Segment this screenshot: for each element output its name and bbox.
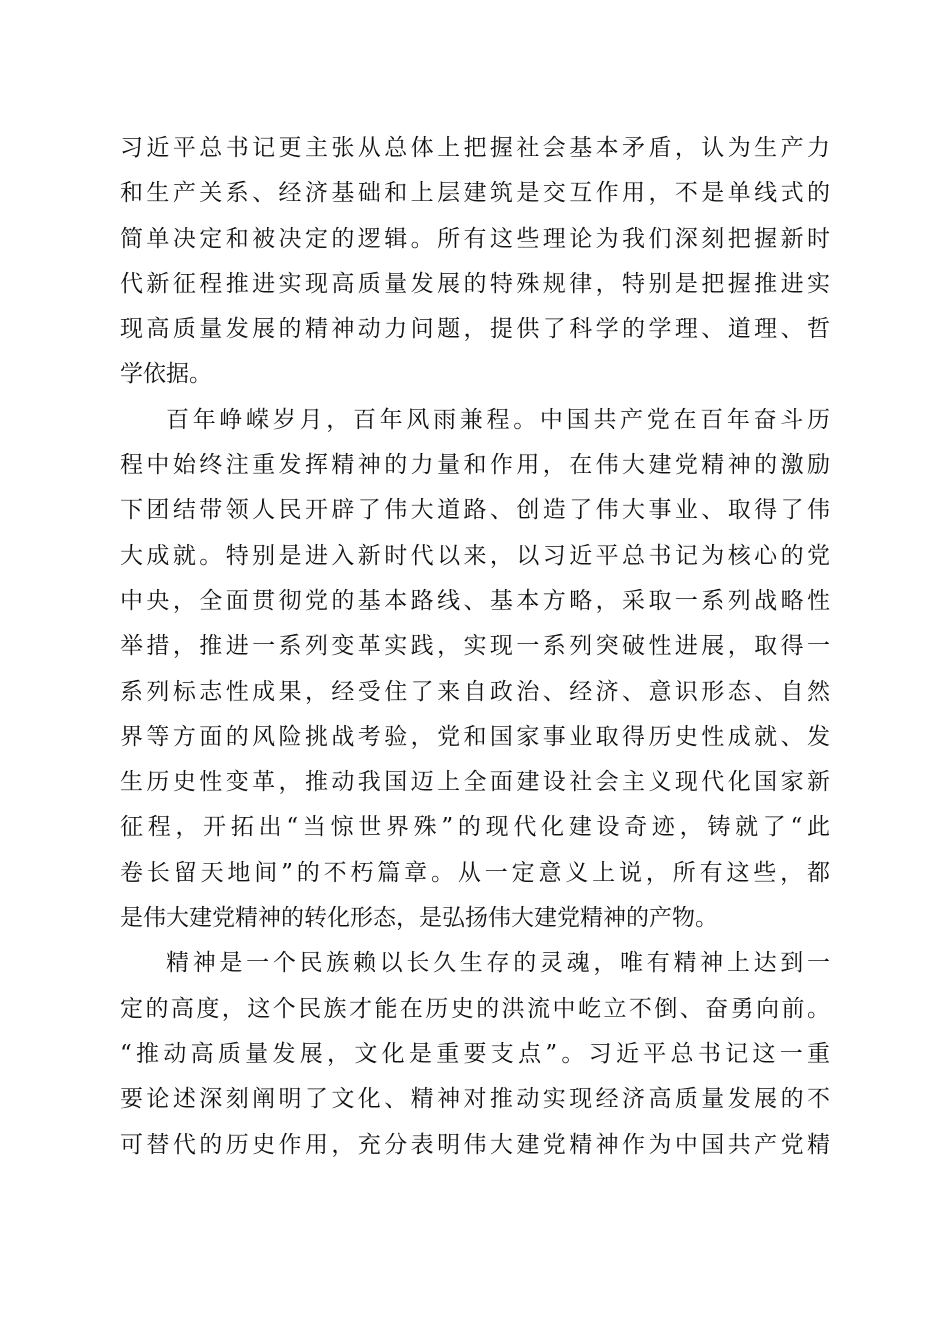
text-line: “推动高质量发展，文化是重要支点”。习近平总书记这一重 — [120, 1040, 830, 1067]
text-line: 生历史性变革，推动我国迈上全面建设社会主义现代化国家新 — [120, 769, 830, 796]
text-line: 界等方面的风险挑战考验，党和国家事业取得历史性成就、发 — [120, 723, 830, 750]
text-line: 征程，开拓出“当惊世界殊”的现代化建设奇迹，铸就了“此 — [120, 814, 830, 841]
text-line: 代新征程推进实现高质量发展的特殊规律，特别是把握推进实 — [120, 270, 830, 297]
text-line: 定的高度，这个民族才能在历史的洪流中屹立不倒、奋勇向前。 — [120, 995, 830, 1022]
text-line: 可替代的历史作用，充分表明伟大建党精神作为中国共产党精 — [120, 1131, 830, 1158]
text-line: 是伟大建党精神的转化形态，是弘扬伟大建党精神的产物。 — [120, 905, 718, 932]
paragraph — [120, 398, 830, 942]
text-line: 下团结带领人民开辟了伟大道路、创造了伟大事业、取得了伟 — [120, 497, 830, 524]
text-line: 简单决定和被决定的逻辑。所有这些理论为我们深刻把握新时 — [120, 225, 830, 252]
text-line: 系列标志性成果，经受住了来自政治、经济、意识形态、自然 — [120, 678, 830, 705]
paragraph — [120, 126, 830, 398]
text-line: 要论述深刻阐明了文化、精神对推动实现经济高质量发展的不 — [120, 1086, 830, 1113]
text-line: 中央，全面贯彻党的基本路线、基本方略，采取一系列战略性 — [120, 587, 830, 614]
paragraph — [120, 941, 830, 1167]
text-line: 程中始终注重发挥精神的力量和作用，在伟大建党精神的激励 — [120, 452, 830, 479]
text-line: 卷长留天地间”的不朽篇章。从一定意义上说，所有这些，都 — [120, 859, 830, 886]
text-line: 和生产关系、经济基础和上层建筑是交互作用，不是单线式的 — [120, 180, 830, 207]
text-line: 百年峥嵘岁月，百年风雨兼程。中国共产党在百年奋斗历 — [166, 406, 830, 433]
text-line: 现高质量发展的精神动力问题，提供了科学的学理、道理、哲 — [120, 316, 830, 343]
text-line: 精神是一个民族赖以长久生存的灵魂，唯有精神上达到一 — [166, 950, 830, 977]
text-line: 学依据。 — [120, 361, 212, 388]
text-line: 举措，推进一系列变革实践，实现一系列突破性进展，取得一 — [120, 633, 830, 660]
text-line: 大成就。特别是进入新时代以来，以习近平总书记为核心的党 — [120, 542, 830, 569]
document-body — [120, 126, 830, 1168]
text-line: 习近平总书记更主张从总体上把握社会基本矛盾，认为生产力 — [120, 135, 830, 161]
